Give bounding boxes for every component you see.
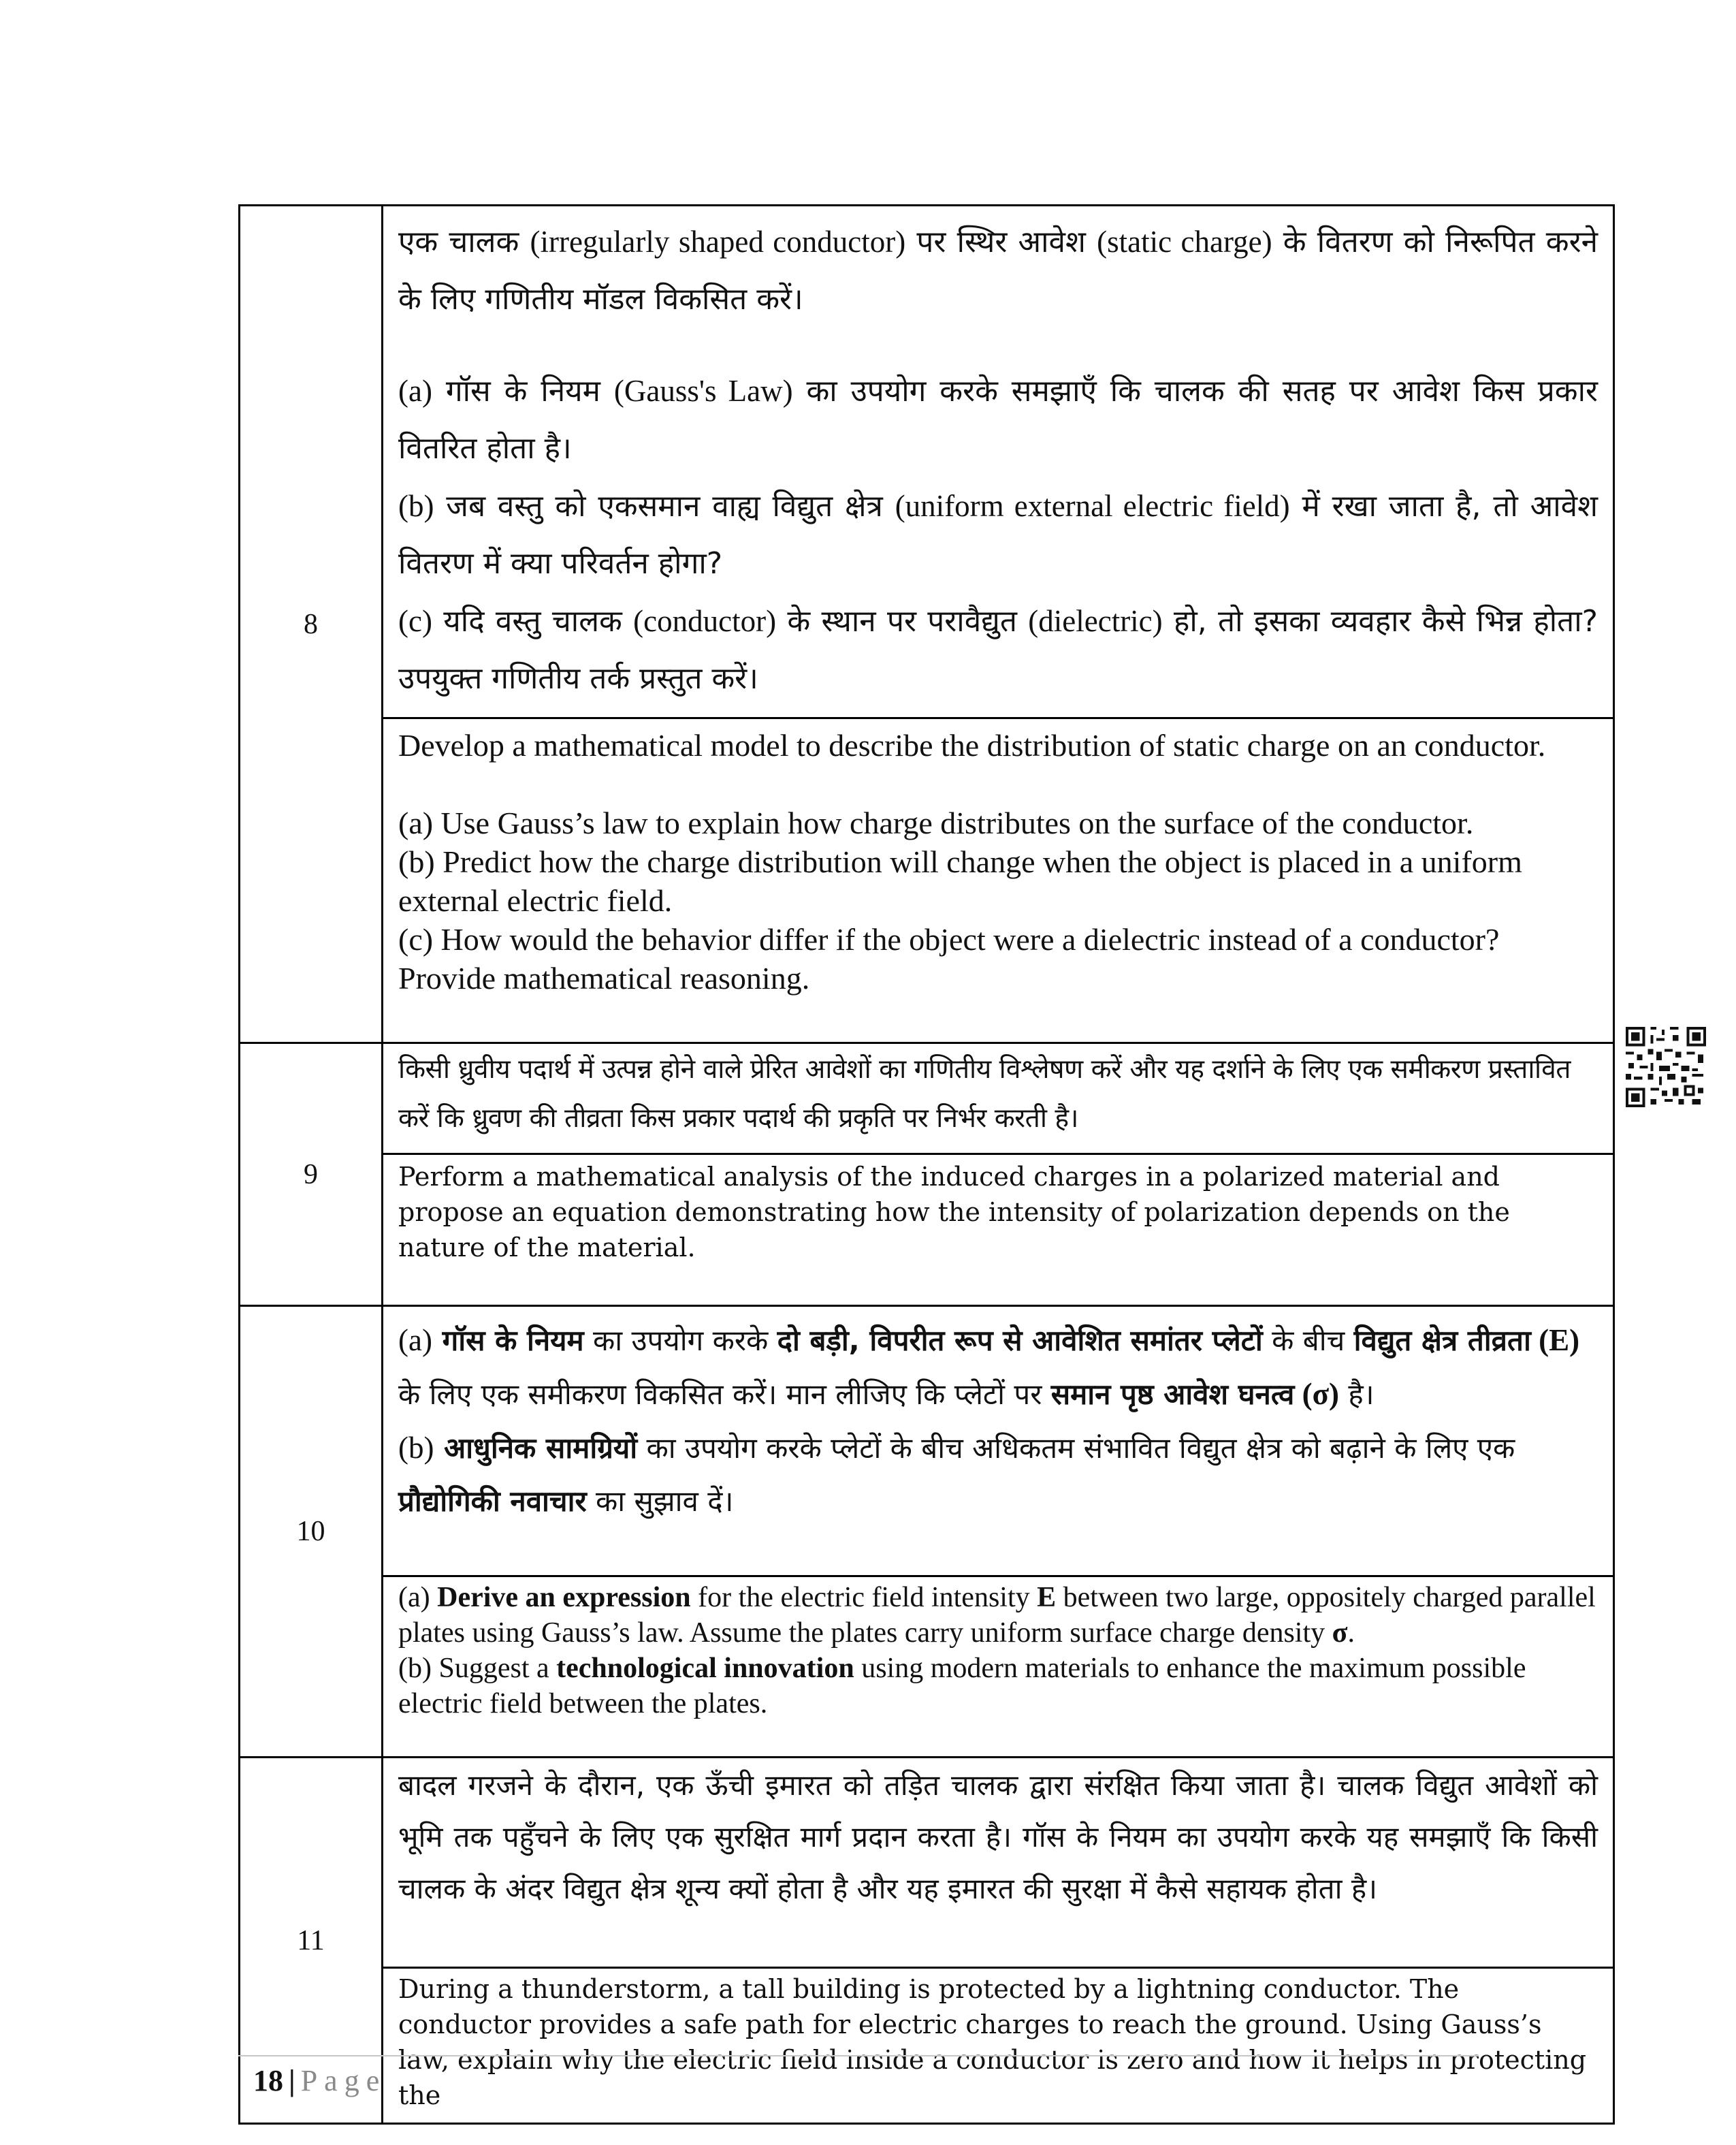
q10-english-part-b: (b) Suggest a technological innovation using modern materials to enhance the maximum possible electric field between the plates. <box>398 1653 1526 1719</box>
q8-english-part-b: (b) Predict how the charge distribution will change when the object is placed in a uniform external electric field. <box>398 844 1522 918</box>
page-footer <box>253 2063 386 2098</box>
q11-hindi-text: बादल गरजने के दौरान, एक ऊँची इमारत को तड़ित चालक द्वारा संरक्षित किया जाता है। चालक विद्युत आवेशों को भूमि तक पहुँचने के लिए एक सुरक्षित मार्ग प्रदान करता है। गॉस के नियम का उपयोग करके यह समझाएँ कि किसी चालक के अंदर विद्युत क्षेत्र शून्य क्यों होता है और यह इमारत की सुरक्षा में कैसे सहायक होता है। <box>398 1768 1598 1905</box>
question-row-10 <box>240 1306 1614 1576</box>
question-number: 11 <box>240 1758 383 2124</box>
question-8-hindi <box>383 206 1614 718</box>
q8-hindi-part-a: (a) गॉस के नियम (Gauss's Law) का उपयोग करके समझाएँ कि चालक की सतह पर आवेश किस प्रकार वितरित होता है। <box>398 374 1598 466</box>
question-10-english <box>383 1576 1614 1758</box>
question-11-english <box>383 1968 1614 2124</box>
question-8-english <box>383 718 1614 1043</box>
question-9-english <box>383 1154 1614 1306</box>
question-number: 10 <box>240 1306 383 1758</box>
question-number: 8 <box>240 206 383 1043</box>
q10-hindi-part-a: (a) गॉस के नियम का उपयोग करके दो बड़ी, विपरीत रूप से आवेशित समांतर प्लेटों के बीच विद्युत क्षेत्र तीव्रता (E) के लिए एक समीकरण विकसित करें। मान लीजिए कि प्लेटों पर समान पृष्ठ आवेश घनत्व (σ) है। <box>398 1323 1580 1411</box>
q8-hindi-part-b: (b) जब वस्तु को एकसमान वाह्य विद्युत क्षेत्र (uniform external electric field) में रखा जाता है, तो आवेश वितरण में क्या परिवर्तन होगा? <box>398 489 1598 581</box>
footer-divider <box>238 2055 1479 2056</box>
question-row-9 <box>240 1043 1614 1154</box>
footer-separator: | <box>289 2064 295 2097</box>
question-row-11-english <box>240 1968 1614 2124</box>
qr-code-icon <box>1626 1027 1706 1107</box>
question-11-hindi <box>383 1758 1614 1968</box>
q8-hindi-intro: एक चालक (irregularly shaped conductor) पर स्थिर आवेश (static charge) के वितरण को निरूपित करने के लिए गणितीय मॉडल विकसित करें। <box>398 225 1598 317</box>
page-label: Page <box>300 2064 387 2097</box>
questions-table <box>238 204 1615 2125</box>
q9-english-text: Perform a mathematical analysis of the induced charges in a polarized material and propose an equation demonstrating how the intensity of polarization depends on the nature of the material. <box>398 1162 1510 1262</box>
question-row-8 <box>240 206 1614 718</box>
q8-english-part-c: (c) How would the behavior differ if the object were a dielectric instead of a conductor? Provide mathematical reasoning. <box>398 922 1500 996</box>
question-row-8-english <box>240 718 1614 1043</box>
question-number: 9 <box>240 1043 383 1306</box>
question-9-hindi <box>383 1043 1614 1154</box>
page-number: 18 <box>253 2064 283 2097</box>
q8-hindi-part-c: (c) यदि वस्तु चालक (conductor) के स्थान पर परावैद्युत (dielectric) हो, तो इसका व्यवहार कैसे भिन्न होता? उपयुक्त गणितीय तर्क प्रस्तुत करें। <box>398 604 1598 696</box>
question-row-10-english <box>240 1576 1614 1758</box>
q10-hindi-part-b: (b) आधुनिक सामग्रियों का उपयोग करके प्लेटों के बीच अधिकतम संभावित विद्युत क्षेत्र को बढ़ाने के लिए एक प्रौद्योगिकी नवाचार का सुझाव दें। <box>398 1431 1515 1518</box>
question-row-11 <box>240 1758 1614 1968</box>
q11-english-text: During a thunderstorm, a tall building is protected by a lightning conductor. The conductor provides a safe path for electric charges to reach the ground. Using Gauss’s law, explain why the electric field inside a conductor is zero and how it helps in protecting the <box>398 1974 1587 2110</box>
q9-hindi-text: किसी ध्रुवीय पदार्थ में उत्पन्न होने वाले प्रेरित आवेशों का गणितीय विश्लेषण करें और यह दर्शाने के लिए एक समीकरण प्रस्तावित करें कि ध्रुवण की तीव्रता किस प्रकार पदार्थ की प्रकृति पर निर्भर करती है। <box>398 1054 1571 1134</box>
q8-english-intro: Develop a mathematical model to describe the distribution of static charge on an conductor. <box>398 728 1546 763</box>
q8-english-part-a: (a) Use Gauss’s law to explain how charge distributes on the surface of the conductor. <box>398 806 1474 840</box>
question-row-9-english <box>240 1154 1614 1306</box>
q10-english-part-a: (a) Derive an expression for the electric field intensity E between two large, oppositely charged parallel plates using Gauss’s law. Assume the plates carry uniform surface charge density σ. <box>398 1582 1596 1649</box>
question-10-hindi <box>383 1306 1614 1576</box>
